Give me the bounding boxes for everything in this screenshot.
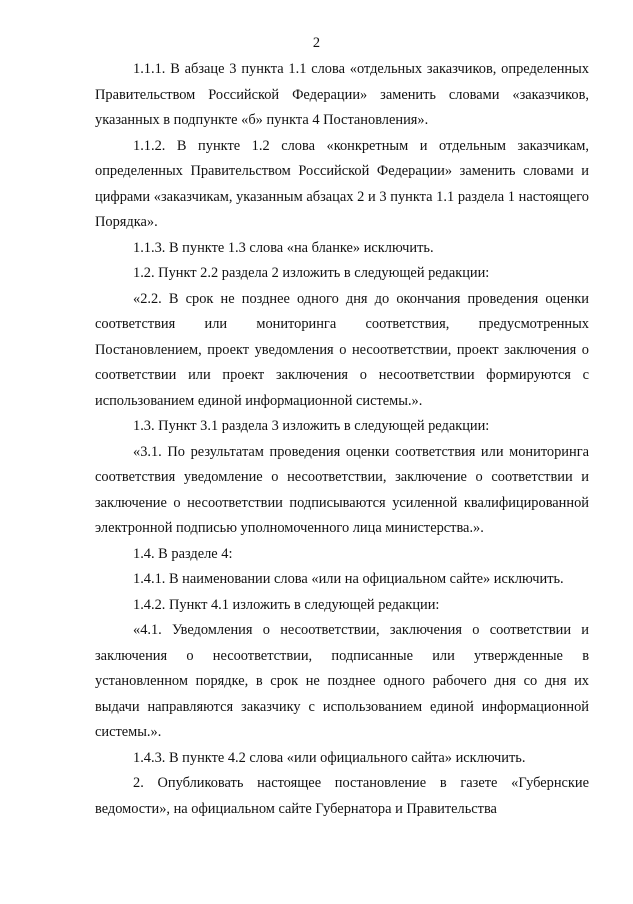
paragraph-2: 2. Опубликовать настоящее постановление в газете «Губернские ведомости», на официальном сайте Губернатора и Правительства (95, 775, 589, 817)
paragraph-1-3: 1.3. Пункт 3.1 раздела 3 изложить в следующей редакции: (133, 418, 490, 434)
paragraph-1-1-3: 1.1.3. В пункте 1.3 слова «на бланке» исключить. (133, 239, 434, 256)
page-number: 2 (312, 35, 321, 51)
paragraph-1-4-1: 1.4.1. В наименовании слова «или на официальном сайте» исключить. (133, 571, 564, 587)
paragraph-1-1-2: 1.1.2. В пункте 1.2 слова «конкретным и отдельным заказчикам, определенных Правительством Российской Федерации» заменить словами и цифрами «заказчикам, указанным абзацах 2 и 3 пункта 1.1 раздела 1 настоящего Порядка». (95, 137, 589, 230)
paragraph-quote-3-1: «3.1. По результатам проведения оценки соответствия или мониторинга соответствия уведомление о несоответствии, заключение о соответствии и заключение о несоответствии подписываются усиленной квалифицированной электронной подписью уполномоченного лица министерства.». (95, 443, 589, 536)
paragraph-1-1-1: 1.1.1. В абзаце 3 пункта 1.1 слова «отдельных заказчиков, определенных Правительством Российской Федерации» заменить словами «заказчиков, указанных в подпункте «б» пункта 4 Постановления». (95, 61, 589, 128)
paragraph-1-4-3: 1.4.3. В пункте 4.2 слова «или официального сайта» исключить. (133, 749, 526, 766)
paragraph-1-2: 1.2. Пункт 2.2 раздела 2 изложить в следующей редакции: (133, 265, 490, 281)
paragraph-quote-4-1: «4.1. Уведомления о несоответствии, заключения о соответствии и заключения о несоответствии, подписанные или утвержденные в установленном порядке, в срок не позднее одного рабочего дня со дня их выдачи направляются заказчику с использованием единой информационной системы.». (95, 622, 589, 740)
paragraph-quote-2-2: «2.2. В срок не позднее одного дня до окончания проведения оценки соответствия или мониторинга соответствия, предусмотренных Постановлением, проект уведомления о несоответствии, проект заключения о соответствии или проект заключения о несоответствии формируются с использованием единой информационной системы.». (95, 290, 589, 409)
paragraph-1-4-2: 1.4.2. Пункт 4.1 изложить в следующей редакции: (133, 596, 440, 613)
paragraph-1-4: 1.4. В разделе 4: (133, 545, 233, 562)
document-body (95, 57, 589, 822)
